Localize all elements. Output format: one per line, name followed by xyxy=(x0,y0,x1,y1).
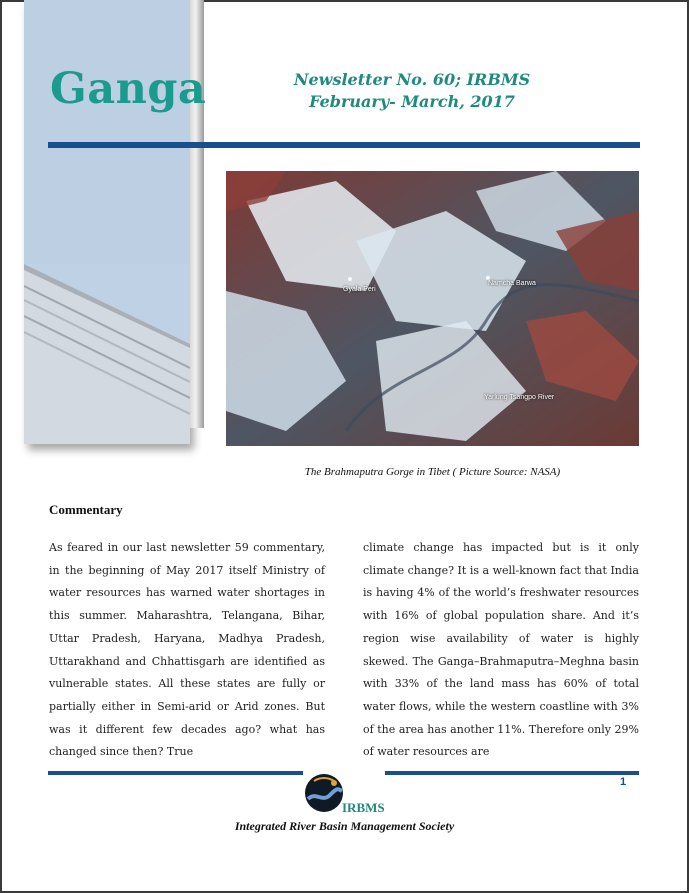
brand-title: Ganga xyxy=(50,64,207,114)
label-namcha-barwa: Namcha Barwa xyxy=(488,280,536,287)
organization-name: Integrated River Basin Management Society xyxy=(234,819,455,833)
satellite-image xyxy=(226,171,639,446)
header-rule xyxy=(48,142,640,148)
label-yarlung-tsangpo: Yarlung Tsangpo River xyxy=(484,394,555,401)
image-caption: The Brahmaputra Gorge in Tibet ( Picture Source: NASA) xyxy=(304,466,561,478)
page-number: 1 xyxy=(620,776,627,788)
label-gyala-peri: Gyala Peri xyxy=(343,286,376,293)
newsletter-date: February- March, 2017 xyxy=(309,92,515,111)
logo-text: IRBMS xyxy=(342,800,385,815)
footer-rule-left xyxy=(48,771,303,775)
irbms-logo-icon xyxy=(304,773,344,813)
section-heading: Commentary xyxy=(49,502,123,517)
commentary-column-left: As feared in our last newsletter 59 commentary, in the beginning of May 2017 itself Ministry of water resources has warned water shortages in this summer. Maharashtra, Telangana, Bihar, Uttar Pradesh, Haryana, Madhya Pradesh, Uttarakhand and Chhattisgarh are identified as vulnerable states. All these states are fully or partially either in Semi-arid or Arid zones. But was it different few decades ago? what has changed since then? True xyxy=(49,541,325,759)
commentary-column-right: climate change has impacted but is it only climate change? It is a well-known fact that India is having 4% of the world’s freshwater resources with 16% of global population share. And it’s region wise availability of water is highly skewed. The Ganga–Brahmaputra–Meghna basin with 33% of the land mass has 60% of total water flows, while the western coastline with 3% of the area has another 11%. Therefore only 29% of water resources are xyxy=(363,541,639,759)
sidebar-stripes xyxy=(24,264,190,444)
footer-rule-right xyxy=(385,771,639,775)
newsletter-issue: Newsletter No. 60; IRBMS xyxy=(293,70,531,89)
